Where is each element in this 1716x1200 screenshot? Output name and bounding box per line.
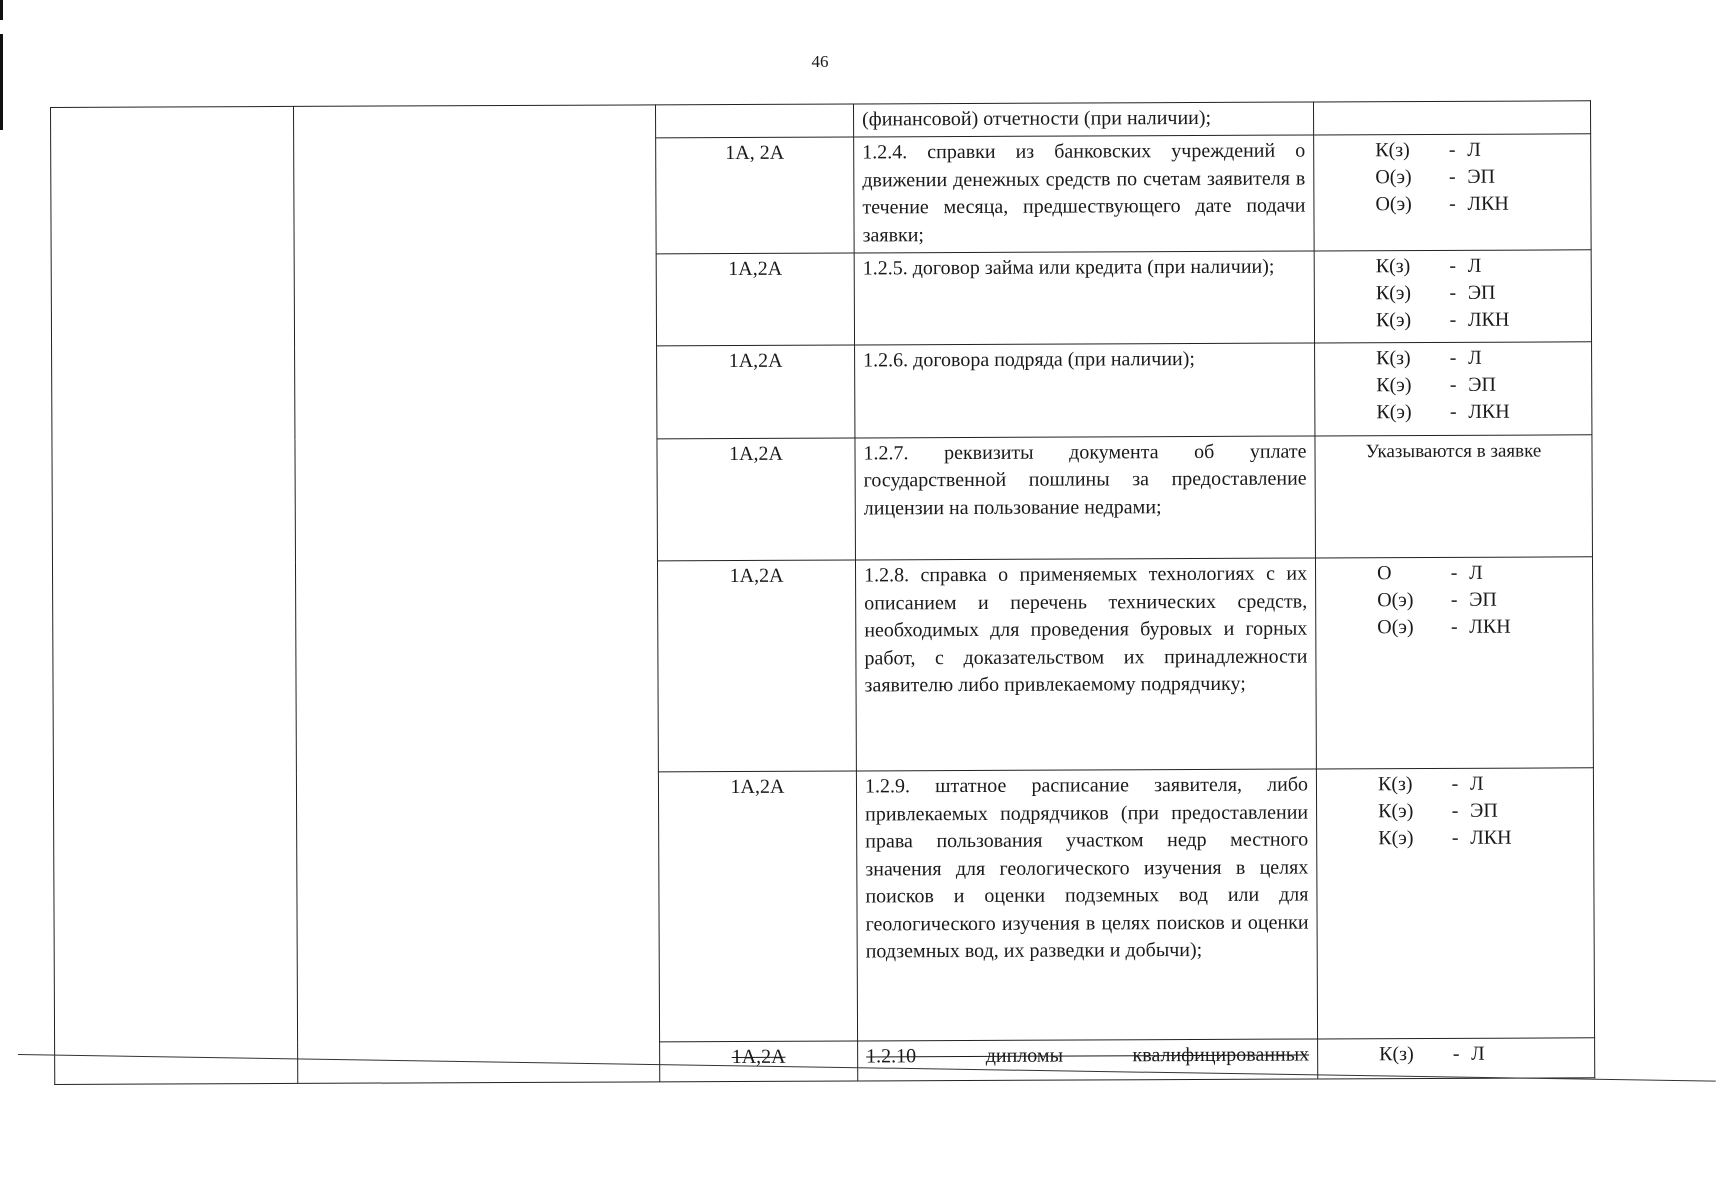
submission-forms	[1314, 250, 1591, 344]
form-line: К(з) - Л	[1375, 254, 1482, 277]
form-line: К(з) - Л	[1375, 138, 1481, 162]
form-line: К(э) - ЛКН	[1376, 400, 1510, 424]
form-line: О(э) - ЭП	[1377, 588, 1497, 612]
document-description: 1.2.5. договор займа или кредита (при наличии);	[854, 251, 1314, 345]
applicant-code: 1А, 2А	[656, 137, 855, 253]
form-line: О(э) - ЛКН	[1375, 192, 1509, 216]
applicant-code: 1А,2А	[657, 345, 855, 438]
submission-forms	[1318, 1038, 1595, 1079]
forms-note: Указываются в заявке	[1365, 440, 1542, 462]
scan-edge-mark	[0, 34, 3, 130]
document-description: 1.2.10 дипломы квалифицированных	[858, 1039, 1318, 1081]
form-line: К(з) - Л	[1376, 346, 1482, 370]
form-line: К(э) - ЭП	[1376, 373, 1496, 397]
form-line: О(э) - ЭП	[1375, 165, 1496, 189]
submission-forms	[1315, 557, 1593, 769]
requirements-table	[50, 100, 1595, 1085]
page-number: 46	[811, 52, 829, 71]
document-description: 1.2.4. справки из банковских учреждений о движении денежных средств по счетам заявителя в течение месяца, предшествующего дате подачи заявки;	[854, 135, 1314, 253]
form-line: О - Л	[1377, 562, 1483, 585]
document-description: 1.2.7. реквизиты документа об уплате государственной пошлины за предоставление лицензии на пользование недрами;	[855, 436, 1316, 561]
submission-forms	[1314, 134, 1592, 251]
document-description: (финансовой) отчетности (при наличии);	[853, 102, 1313, 137]
submission-forms	[1313, 101, 1590, 135]
empty-merged-cell	[51, 106, 298, 1084]
submission-forms	[1315, 342, 1592, 436]
submission-forms	[1315, 434, 1593, 558]
form-line: К(э) - ЭП	[1375, 281, 1496, 304]
form-line: К(з) - Л	[1379, 1042, 1485, 1065]
form-line: К(э) - ЛКН	[1378, 827, 1512, 850]
document-description: 1.2.6. договора подряда (при наличии);	[855, 343, 1315, 437]
form-line: К(э) - ЛКН	[1375, 308, 1510, 331]
applicant-code: 1А,2А	[657, 438, 856, 561]
scan-edge-mark	[0, 0, 3, 20]
form-line: К(з) - Л	[1377, 773, 1484, 796]
applicant-code: 1А,2А	[657, 560, 856, 772]
applicant-code	[655, 104, 853, 138]
applicant-code: 1А,2А	[660, 1041, 858, 1082]
submission-forms	[1316, 768, 1594, 1039]
empty-merged-cell	[293, 105, 659, 1084]
form-line: К(э) - ЭП	[1378, 800, 1498, 823]
applicant-code: 1А,2А	[656, 253, 854, 346]
document-description: 1.2.8. справка о применяемых технологиях с их описанием и перечень технических средств, необходимых для проведения буровых и горных работ, с доказательством их принадлежности заявителю либо привлекаемому подрядчику;	[855, 558, 1316, 771]
document-description: 1.2.9. штатное расписание заявителя, либо привлекаемых подрядчиков (при предоставлении права пользования участком недр местного значения для геологического изучения в целях поисков и оценки подземных вод или для геологического изучения в целях поисков и оценки подземных вод, их разведки и добычи);	[856, 769, 1317, 1040]
applicant-code: 1А,2А	[658, 771, 857, 1041]
form-line: О(э) - ЛКН	[1377, 615, 1511, 639]
